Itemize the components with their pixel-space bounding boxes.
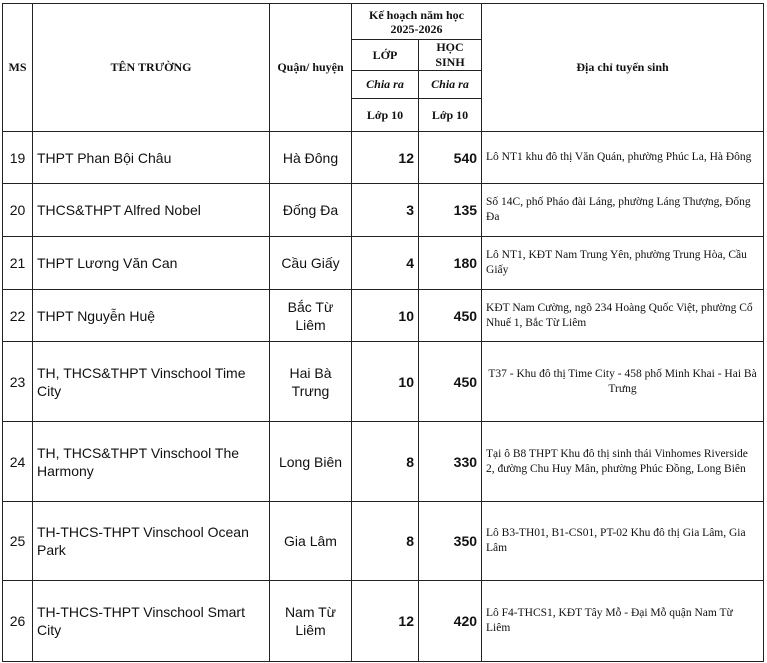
row-address: Lô B3-TH01, B1-CS01, PT-02 Khu đô thị Gia Lâm, Gia Lâm [482, 502, 764, 581]
row-address: Số 14C, phố Pháo đài Láng, phường Láng Thượng, Đống Đa [482, 184, 764, 237]
row-address: Lô F4-THCS1, KĐT Tây Mỗ - Đại Mỗ quận Nam Từ Liêm [482, 581, 764, 662]
row-ms: 22 [3, 290, 33, 342]
row-district: Cầu Giấy [270, 237, 352, 290]
row-students: 180 [419, 237, 482, 290]
row-students: 350 [419, 502, 482, 581]
header-plan [352, 4, 482, 40]
header-plan-title: Kế hoạch năm học [369, 7, 465, 22]
header-breakdown-students: Chia ra [419, 71, 482, 99]
header-breakdown-classes: Chia ra [352, 71, 419, 99]
header-classes: LỚP [352, 40, 419, 71]
row-classes: 10 [352, 290, 419, 342]
table-row [3, 422, 764, 502]
row-students: 540 [419, 132, 482, 184]
row-district: Hai Bà Trưng [270, 342, 352, 422]
row-classes: 8 [352, 422, 419, 502]
row-school-name: TH, THCS&THPT Vinschool Time City [33, 342, 270, 422]
table-row [3, 184, 764, 237]
row-classes: 10 [352, 342, 419, 422]
row-address: T37 - Khu đô thị Time City - 458 phố Minh Khai - Hai Bà Trưng [482, 342, 764, 422]
header-district: Quận/ huyện [270, 4, 352, 132]
row-district: Bắc Từ Liêm [270, 290, 352, 342]
row-ms: 21 [3, 237, 33, 290]
table-row [3, 502, 764, 581]
table-row [3, 290, 764, 342]
row-school-name: THPT Lương Văn Can [33, 237, 270, 290]
row-district: Long Biên [270, 422, 352, 502]
row-ms: 19 [3, 132, 33, 184]
row-district: Nam Từ Liêm [270, 581, 352, 662]
row-ms: 24 [3, 422, 33, 502]
row-district: Hà Đông [270, 132, 352, 184]
row-address: KĐT Nam Cường, ngõ 234 Hoàng Quốc Việt, phường Cổ Nhuế 1, Bắc Từ Liêm [482, 290, 764, 342]
row-classes: 3 [352, 184, 419, 237]
row-district: Đống Đa [270, 184, 352, 237]
table-row [3, 132, 764, 184]
row-students: 450 [419, 342, 482, 422]
row-students: 330 [419, 422, 482, 502]
row-school-name: TH-THCS-THPT Vinschool Smart City [33, 581, 270, 662]
row-ms: 26 [3, 581, 33, 662]
table-row [3, 581, 764, 662]
row-address: Lô NT1, KĐT Nam Trung Yên, phường Trung Hòa, Cầu Giấy [482, 237, 764, 290]
table-row [3, 237, 764, 290]
row-classes: 4 [352, 237, 419, 290]
row-classes: 12 [352, 581, 419, 662]
row-school-name: THCS&THPT Alfred Nobel [33, 184, 270, 237]
row-classes: 8 [352, 502, 419, 581]
header-students: HỌC SINH [419, 40, 482, 71]
header-grade-classes: Lớp 10 [352, 99, 419, 132]
row-students: 420 [419, 581, 482, 662]
admissions-table [2, 3, 764, 662]
header-address: Địa chỉ tuyển sinh [482, 4, 764, 132]
header-ms: MS [3, 4, 33, 132]
row-address: Tại ô B8 THPT Khu đô thị sinh thái Vinhomes Riverside 2, đường Chu Huy Mân, phường Phúc Đồng, Long Biên [482, 422, 764, 502]
table-row [3, 342, 764, 422]
row-district: Gia Lâm [270, 502, 352, 581]
row-ms: 23 [3, 342, 33, 422]
row-school-name: THPT Phan Bội Châu [33, 132, 270, 184]
row-ms: 25 [3, 502, 33, 581]
row-students: 135 [419, 184, 482, 237]
header-plan-year: 2025-2026 [390, 21, 443, 36]
row-school-name: THPT Nguyễn Huệ [33, 290, 270, 342]
header-grade-students: Lớp 10 [419, 99, 482, 132]
row-school-name: TH-THCS-THPT Vinschool Ocean Park [33, 502, 270, 581]
header-school-name: TÊN TRƯỜNG [33, 4, 270, 132]
row-school-name: TH, THCS&THPT Vinschool The Harmony [33, 422, 270, 502]
row-students: 450 [419, 290, 482, 342]
row-address: Lô NT1 khu đô thị Văn Quán, phường Phúc La, Hà Đông [482, 132, 764, 184]
row-classes: 12 [352, 132, 419, 184]
row-ms: 20 [3, 184, 33, 237]
